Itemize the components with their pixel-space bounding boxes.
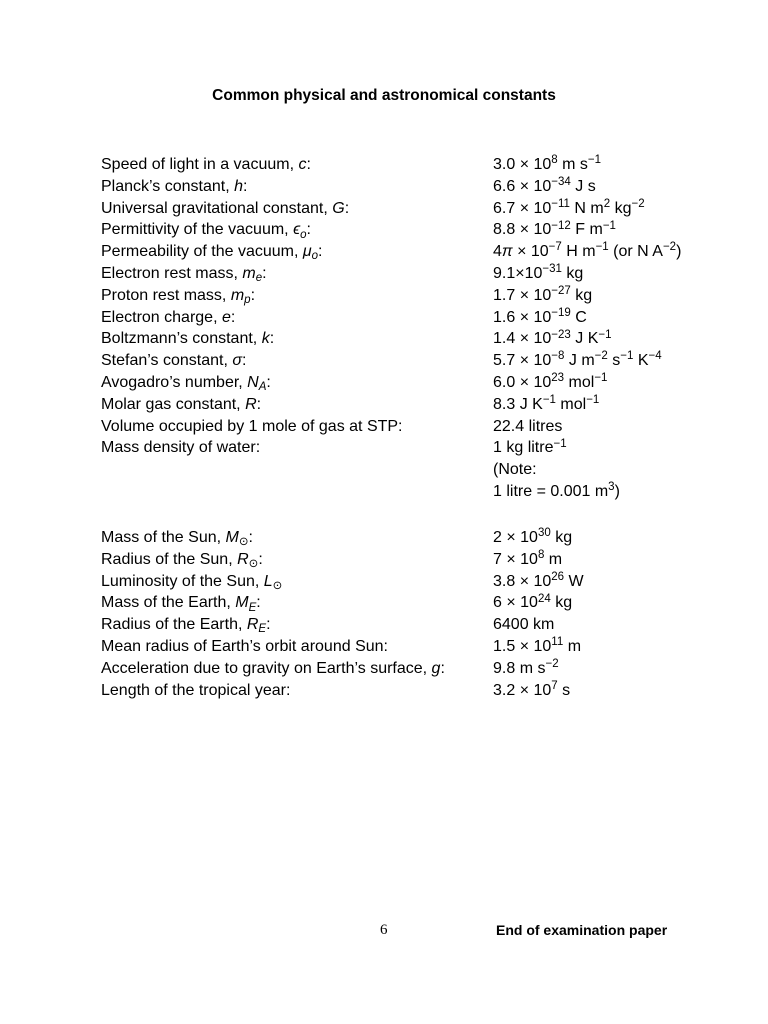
text-fragment: −2 (545, 658, 559, 671)
constant-value (493, 307, 587, 329)
text-fragment: 6400 km (493, 616, 555, 634)
constant-label (101, 198, 493, 220)
text-fragment: W (564, 572, 584, 590)
constant-label (101, 241, 493, 263)
constant-value (493, 658, 559, 680)
text-fragment: 1.4 × 10 (493, 330, 552, 348)
text-fragment: e (255, 272, 263, 285)
constant-label (101, 307, 493, 329)
text-fragment: G (332, 199, 345, 217)
text-fragment: M (235, 594, 249, 612)
constant-value (493, 350, 662, 372)
constant-row (101, 481, 681, 503)
text-fragment: (Note: (493, 461, 537, 479)
text-fragment: : (248, 529, 253, 546)
constant-row (101, 285, 681, 307)
text-fragment: H m (561, 243, 596, 261)
text-fragment: Permittivity of the vacuum, (101, 221, 294, 239)
text-fragment: 8 (551, 154, 558, 167)
text-fragment: h (234, 177, 244, 195)
text-fragment: k (261, 330, 270, 348)
text-fragment: m (242, 264, 256, 282)
constant-row (101, 592, 584, 614)
text-fragment: μ (302, 243, 312, 261)
text-fragment: : (306, 221, 311, 239)
text-fragment: m s (557, 156, 588, 173)
text-fragment: (or N A (608, 243, 663, 261)
text-fragment: Mean radius of Earth’s orbit around Sun: (101, 637, 388, 655)
text-fragment: Boltzmann’s constant, (101, 330, 262, 348)
text-fragment: Acceleration due to gravity on Earth’s surface, (101, 659, 432, 677)
constant-row (101, 571, 584, 593)
constant-label (101, 394, 493, 416)
constant-row (101, 154, 681, 176)
constant-label (101, 459, 493, 481)
text-fragment: ) (676, 243, 682, 261)
constant-label (101, 219, 493, 241)
constant-value (493, 437, 567, 459)
text-fragment: : (230, 308, 236, 326)
text-fragment: m (544, 550, 563, 568)
text-fragment: −8 (551, 350, 565, 363)
physical-constants-table (101, 154, 681, 503)
text-fragment: −11 (551, 197, 570, 210)
text-fragment: p (244, 294, 251, 306)
text-fragment: −1 (553, 437, 567, 450)
text-fragment: Stefan’s constant, (101, 352, 233, 370)
text-fragment: 3.2 × 10 (493, 681, 552, 699)
constant-row (101, 416, 681, 438)
text-fragment: kg (550, 594, 573, 612)
text-fragment: N m (569, 199, 604, 217)
constant-value (493, 571, 584, 593)
text-fragment: : (256, 594, 261, 612)
text-fragment: Proton rest mass, (101, 286, 231, 304)
text-fragment: ⊙ (238, 536, 249, 549)
text-fragment: 3.8 × 10 (493, 572, 552, 590)
text-fragment: −34 (551, 176, 571, 189)
text-fragment: J s (570, 177, 596, 195)
text-fragment: A (258, 381, 267, 394)
constant-label (101, 416, 493, 438)
text-fragment: 26 (551, 570, 565, 583)
constant-row (101, 459, 681, 481)
text-fragment: Luminosity of the Sun, (101, 572, 264, 590)
text-fragment: 1.7 × 10 (493, 286, 552, 304)
text-fragment: Molar gas constant, (101, 395, 246, 413)
text-fragment: 2 × 10 (493, 529, 538, 546)
constant-value (493, 614, 554, 636)
constant-label (101, 636, 493, 658)
text-fragment: : (266, 616, 271, 634)
constant-row (101, 437, 681, 459)
text-fragment: 1 litre = 0.001 m (493, 482, 609, 500)
text-fragment: −1 (586, 394, 600, 407)
text-fragment: : (262, 264, 267, 282)
text-fragment: Mass density of water: (101, 439, 261, 457)
page-number: 6 (380, 922, 388, 938)
text-fragment: 4 (493, 243, 502, 261)
text-fragment: 6.6 × 10 (493, 177, 552, 195)
text-fragment: 2 (603, 197, 611, 210)
astronomical-constants-table (101, 527, 584, 701)
text-fragment: E (248, 601, 257, 614)
constant-label (101, 680, 493, 702)
text-fragment: −1 (620, 350, 634, 363)
text-fragment: g (431, 659, 441, 677)
text-fragment: : (243, 177, 248, 195)
constant-row (101, 176, 681, 198)
text-fragment: kg (610, 199, 632, 217)
end-of-paper-note: End of examination paper (496, 922, 668, 938)
text-fragment: 3.0 × 10 (493, 156, 552, 173)
constant-label (101, 263, 493, 285)
text-fragment: Volume occupied by 1 mole of gas at STP: (101, 417, 403, 435)
text-fragment: R (246, 616, 259, 634)
text-fragment: C (570, 308, 587, 326)
constant-row (101, 307, 681, 329)
text-fragment: 5.7 × 10 (493, 352, 552, 370)
text-fragment: : (344, 199, 350, 217)
constant-row (101, 614, 584, 636)
constant-label (101, 549, 493, 571)
constant-label (101, 658, 493, 680)
constant-value (493, 219, 616, 241)
text-fragment: o (300, 228, 307, 241)
text-fragment: −19 (551, 306, 571, 319)
text-fragment: π (501, 243, 513, 261)
text-fragment: 11 (551, 636, 564, 649)
text-fragment: 7 × 10 (493, 550, 538, 568)
text-fragment: Speed of light in a vacuum, (101, 156, 299, 173)
constant-value (493, 416, 562, 438)
text-fragment: ⊙ (272, 579, 283, 592)
constant-value (493, 592, 572, 614)
constant-value (493, 154, 601, 176)
constant-value (493, 372, 607, 394)
constant-label (101, 176, 493, 198)
constant-value (493, 481, 620, 503)
text-fragment: Radius of the Sun, (101, 550, 238, 568)
constant-value (493, 527, 572, 549)
text-fragment: Planck’s constant, (101, 177, 235, 195)
text-fragment: 7 (551, 679, 558, 692)
text-fragment: : (306, 156, 311, 173)
constant-label (101, 328, 493, 350)
constant-row (101, 527, 584, 549)
constant-label (101, 481, 493, 503)
text-fragment: −2 (631, 197, 645, 210)
constant-label (101, 437, 493, 459)
text-fragment: Mass of the Earth, (101, 594, 236, 612)
constant-row (101, 263, 681, 285)
text-fragment: Radius of the Earth, (101, 616, 247, 634)
text-fragment: 1 kg litre (493, 439, 554, 457)
constant-row (101, 350, 681, 372)
text-fragment: −1 (542, 394, 556, 407)
text-fragment: c (298, 156, 307, 173)
text-fragment: E (258, 623, 267, 636)
constant-row (101, 328, 681, 350)
text-fragment: m (563, 637, 582, 655)
text-fragment: −4 (648, 350, 662, 363)
text-fragment: 30 (537, 527, 551, 540)
text-fragment: −1 (594, 372, 608, 385)
text-fragment: kg (550, 529, 573, 546)
constant-row (101, 680, 584, 702)
constant-value (493, 263, 583, 285)
text-fragment: Universal gravitational constant, (101, 199, 333, 217)
text-fragment: : (318, 243, 323, 261)
text-fragment: : (258, 550, 263, 568)
text-fragment: × 10 (512, 243, 549, 261)
text-fragment: −12 (551, 219, 571, 232)
text-fragment: kg (570, 286, 593, 304)
text-fragment: −31 (542, 263, 562, 276)
text-fragment: : (440, 659, 445, 677)
text-fragment: L (263, 572, 273, 590)
page-title: Common physical and astronomical constants (212, 87, 556, 104)
constant-value (493, 198, 645, 220)
text-fragment: −23 (551, 328, 571, 341)
text-fragment: 9.1×10 (493, 264, 543, 282)
text-fragment: : (250, 286, 256, 304)
text-fragment: Mass of the Sun, (101, 529, 226, 546)
text-fragment: ϵ (293, 221, 301, 239)
constant-value (493, 241, 681, 263)
text-fragment: mol (564, 373, 595, 391)
text-fragment: 3 (608, 481, 615, 494)
text-fragment: −1 (587, 154, 602, 167)
text-fragment: Permeability of the vacuum, (101, 243, 303, 261)
text-fragment: 6.7 × 10 (493, 199, 552, 217)
text-fragment: Avogadro’s number, (101, 373, 248, 391)
text-fragment: F m (570, 221, 603, 239)
text-fragment: 8.8 × 10 (493, 221, 552, 239)
constant-label (101, 571, 493, 593)
text-fragment: kg (561, 264, 584, 282)
text-fragment: e (221, 308, 231, 326)
constant-label (101, 285, 493, 307)
text-fragment: M (225, 529, 239, 546)
text-fragment: K (633, 352, 649, 370)
text-fragment: J m (564, 352, 595, 370)
constant-value (493, 636, 581, 658)
constant-label (101, 154, 493, 176)
text-fragment: −7 (548, 241, 562, 254)
constant-value (493, 176, 596, 198)
text-fragment: 24 (537, 592, 551, 605)
text-fragment: R (245, 395, 257, 413)
text-fragment: s (557, 681, 571, 699)
text-fragment: 6.0 × 10 (493, 373, 552, 391)
text-fragment: Electron rest mass, (101, 264, 243, 282)
constant-row (101, 198, 681, 220)
constant-row (101, 241, 681, 263)
constant-label (101, 350, 493, 372)
text-fragment: Length of the tropical year: (101, 681, 291, 699)
text-fragment: ) (614, 482, 620, 500)
constant-row (101, 372, 681, 394)
text-fragment: Electron charge, (101, 308, 222, 326)
text-fragment: 8 (537, 549, 545, 562)
text-fragment: −2 (662, 241, 677, 254)
constant-value (493, 680, 570, 702)
constant-value (493, 328, 612, 350)
text-fragment: J K (570, 330, 599, 348)
constant-value (493, 394, 599, 416)
text-fragment: 23 (551, 372, 565, 385)
text-fragment: m (230, 286, 245, 304)
text-fragment: 1.5 × 10 (493, 637, 552, 655)
text-fragment: 1.6 × 10 (493, 308, 552, 326)
constant-value (493, 285, 592, 307)
constant-label (101, 527, 493, 549)
text-fragment: −1 (602, 219, 616, 232)
constant-row (101, 549, 584, 571)
constant-label (101, 592, 493, 614)
text-fragment: mol (555, 395, 587, 413)
constant-row (101, 658, 584, 680)
text-fragment: 6 × 10 (493, 594, 538, 612)
text-fragment: 22.4 litres (493, 417, 563, 435)
constant-row (101, 394, 681, 416)
text-fragment: −27 (551, 285, 571, 298)
constant-value (493, 459, 537, 481)
text-fragment: : (256, 395, 262, 413)
text-fragment: ⊙ (248, 558, 259, 571)
constant-row (101, 219, 681, 241)
constant-label (101, 372, 493, 394)
text-fragment: : (242, 352, 247, 370)
text-fragment: −1 (598, 328, 612, 341)
text-fragment: : (266, 373, 271, 391)
text-fragment: −1 (595, 241, 609, 254)
constant-row (101, 636, 584, 658)
text-fragment: −2 (594, 350, 608, 363)
constant-label (101, 614, 493, 636)
text-fragment: 9.8 m s (493, 659, 546, 677)
constant-value (493, 549, 562, 571)
text-fragment: N (247, 373, 259, 391)
text-fragment: s (607, 352, 621, 370)
text-fragment: σ (232, 352, 242, 370)
text-fragment: : (269, 330, 275, 348)
text-fragment: o (311, 250, 319, 263)
text-fragment: R (237, 550, 249, 568)
text-fragment: 8.3 J K (493, 395, 543, 413)
